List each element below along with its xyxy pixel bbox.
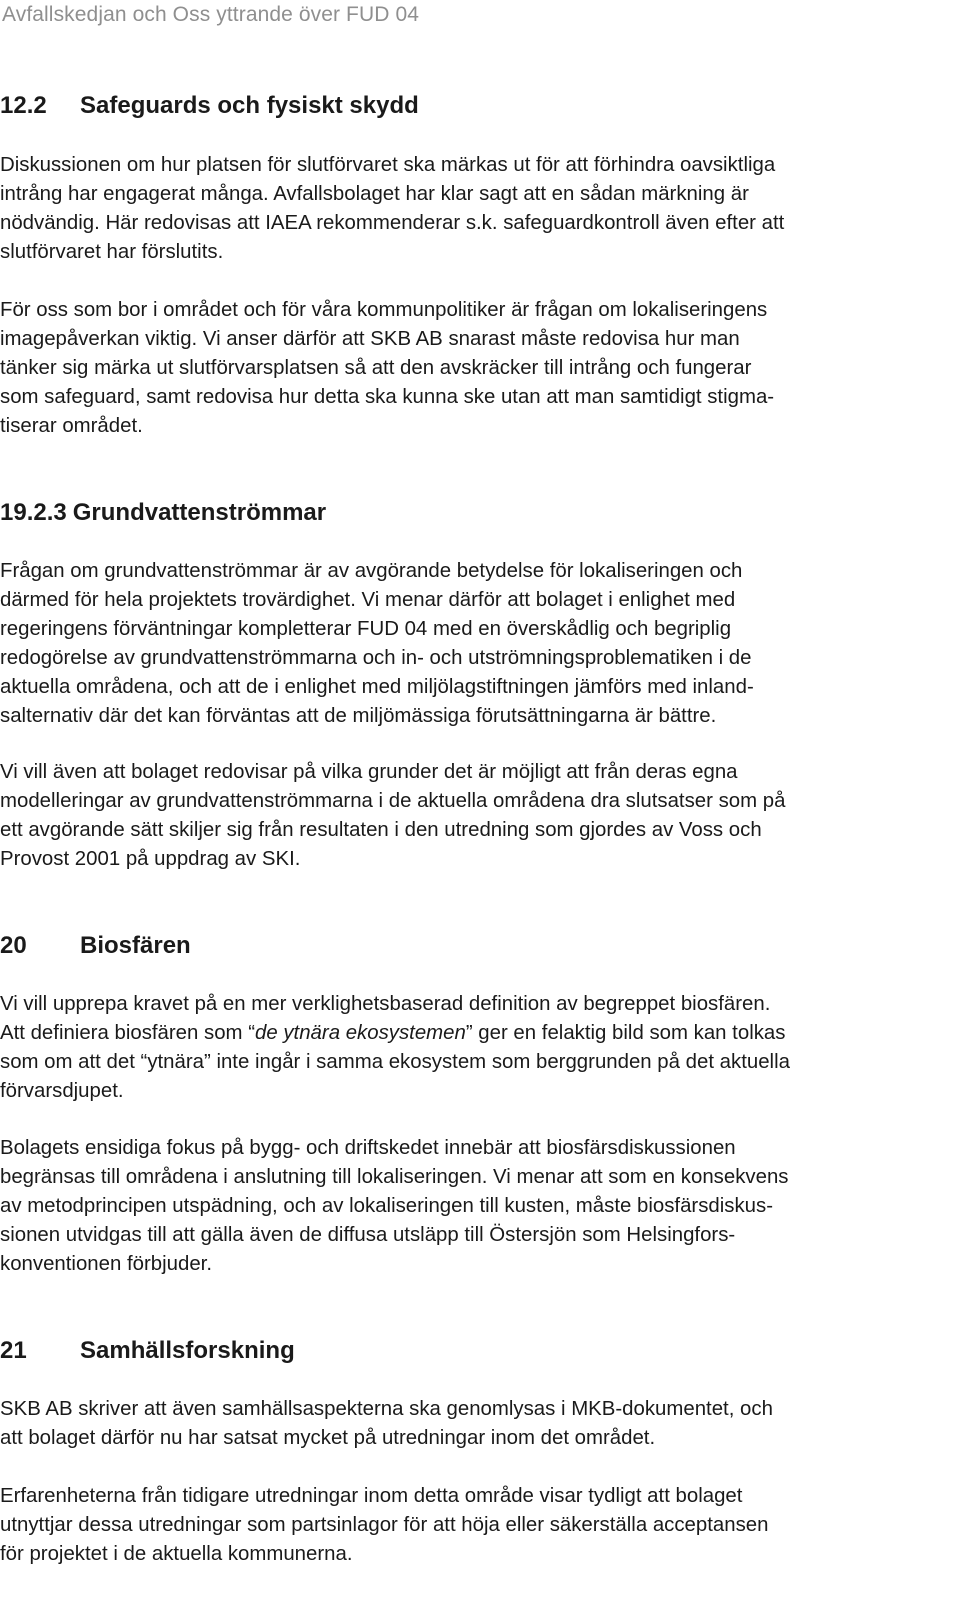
section-title: Biosfären <box>80 932 191 959</box>
section-number: 20 <box>0 932 27 959</box>
text-line: intrång har engagerat många. Avfallsbolaget har klar sagt att en sådan märkning är <box>0 183 749 205</box>
paragraph <box>0 990 945 1106</box>
text-line: att bolaget därför nu har satsat mycket på utredningar inom det området. <box>0 1427 656 1449</box>
paragraph <box>0 151 945 267</box>
text-line: Provost 2001 på uppdrag av SKI. <box>0 848 301 870</box>
text-line: tiserar området. <box>0 415 143 437</box>
text-line: som safeguard, samt redovisa hur detta ska kunna ske utan att man samtidigt stigma- <box>0 386 775 408</box>
running-header: Avfallskedjan och Oss yttrande över FUD 04 <box>2 3 420 26</box>
text-line: redogörelse av grundvattenströmmarna och in- och utströmningsproblematiken i de <box>0 647 752 669</box>
paragraph <box>0 557 945 731</box>
text-line: modelleringar av grundvattenströmmarna i de aktuella områdena dra slutsatser som på <box>0 790 786 812</box>
text-line: för projektet i de aktuella kommunerna. <box>0 1543 353 1565</box>
text-line: SKB AB skriver att även samhällsaspekterna ska genomlysas i MKB-dokumentet, och <box>0 1398 773 1420</box>
text-line: Bolagets ensidiga fokus på bygg- och driftskedet innebär att biosfärsdiskussionen <box>0 1137 736 1159</box>
text-line: Erfarenheterna från tidigare utredningar inom detta område visar tydligt att bolaget <box>0 1485 743 1507</box>
text-line: Frågan om grundvattenströmmar är av avgörande betydelse för lokaliseringen och <box>0 560 743 582</box>
emphasized-phrase: de ytnära ekosystemen <box>255 1022 466 1044</box>
text-line: utnyttjar dessa utredningar som partsinlagor för att höja eller säkerställa acceptansen <box>0 1514 769 1536</box>
text-line: som om att det “ytnära” inte ingår i samma ekosystem som berggrunden på det aktuella <box>0 1051 790 1073</box>
text-line: regeringens förväntningar kompletterar FUD 04 med en överskådlig och begriplig <box>0 618 732 640</box>
paragraph <box>0 1134 945 1279</box>
text-line: aktuella områdena, och att de i enlighet med miljölagstiftningen jämförs med inland- <box>0 676 754 698</box>
section-number: 21 <box>0 1337 27 1364</box>
text-line: därmed för hela projektets trovärdighet. Vi menar därför att bolaget i enlighet med <box>0 589 736 611</box>
section-heading-12-2 <box>0 92 419 120</box>
text-line: förvarsdjupet. <box>0 1080 124 1102</box>
section-title: Grundvattenströmmar <box>72 499 327 526</box>
section-heading-20 <box>0 932 191 960</box>
text-line: tänker sig märka ut slutförvarsplatsen så att den avskräcker till intrång och fungerar <box>0 357 752 379</box>
section-title: Samhällsforskning <box>80 1337 295 1364</box>
text-line: Vi vill upprepa kravet på en mer verklighetsbaserad definition av begreppet biosfären. <box>0 993 771 1015</box>
section-heading-19-2-3 <box>0 499 326 527</box>
text-line: Att definiera biosfären som “de ytnära ekosystemen” ger en felaktig bild som kan tolkas <box>0 1022 786 1044</box>
text-line: ett avgörande sätt skiljer sig från resultaten i den utredning som gjordes av Voss och <box>0 819 762 841</box>
section-heading-21 <box>0 1337 295 1365</box>
text-line: konventionen förbjuder. <box>0 1253 212 1275</box>
section-number: 12.2 <box>0 92 47 119</box>
text-line: imagepåverkan viktig. Vi anser därför att SKB AB snarast måste redovisa hur man <box>0 328 740 350</box>
text-line: slutförvaret har förslutits. <box>0 241 224 263</box>
text-line: salternativ där det kan förväntas att de miljömässiga förutsättningarna är bättre. <box>0 705 717 727</box>
text-line: sionen utvidgas till att gälla även de diffusa utsläpp till Östersjön som Helsingfors- <box>0 1224 736 1246</box>
text-line: nödvändig. Här redovisas att IAEA rekommenderar s.k. safeguardkontroll även efter att <box>0 212 785 234</box>
text-line: Vi vill även att bolaget redovisar på vilka grunder det är möjligt att från deras egna <box>0 761 738 783</box>
text-line: Diskussionen om hur platsen för slutförvaret ska märkas ut för att förhindra oavsiktliga <box>0 154 776 176</box>
text-line: av metodprincipen utspädning, och av lokaliseringen till kusten, måste biosfärsdiskus- <box>0 1195 773 1217</box>
paragraph <box>0 1482 945 1569</box>
paragraph <box>0 1395 945 1453</box>
text-line: För oss som bor i området och för våra kommunpolitiker är frågan om lokaliseringens <box>0 299 768 321</box>
paragraph <box>0 758 945 874</box>
section-number: 19.2.3 <box>0 499 67 526</box>
text-line: begränsas till områdena i anslutning till lokaliseringen. Vi menar att som en konsekvens <box>0 1166 789 1188</box>
paragraph <box>0 296 945 441</box>
section-title: Safeguards och fysiskt skydd <box>80 92 419 119</box>
